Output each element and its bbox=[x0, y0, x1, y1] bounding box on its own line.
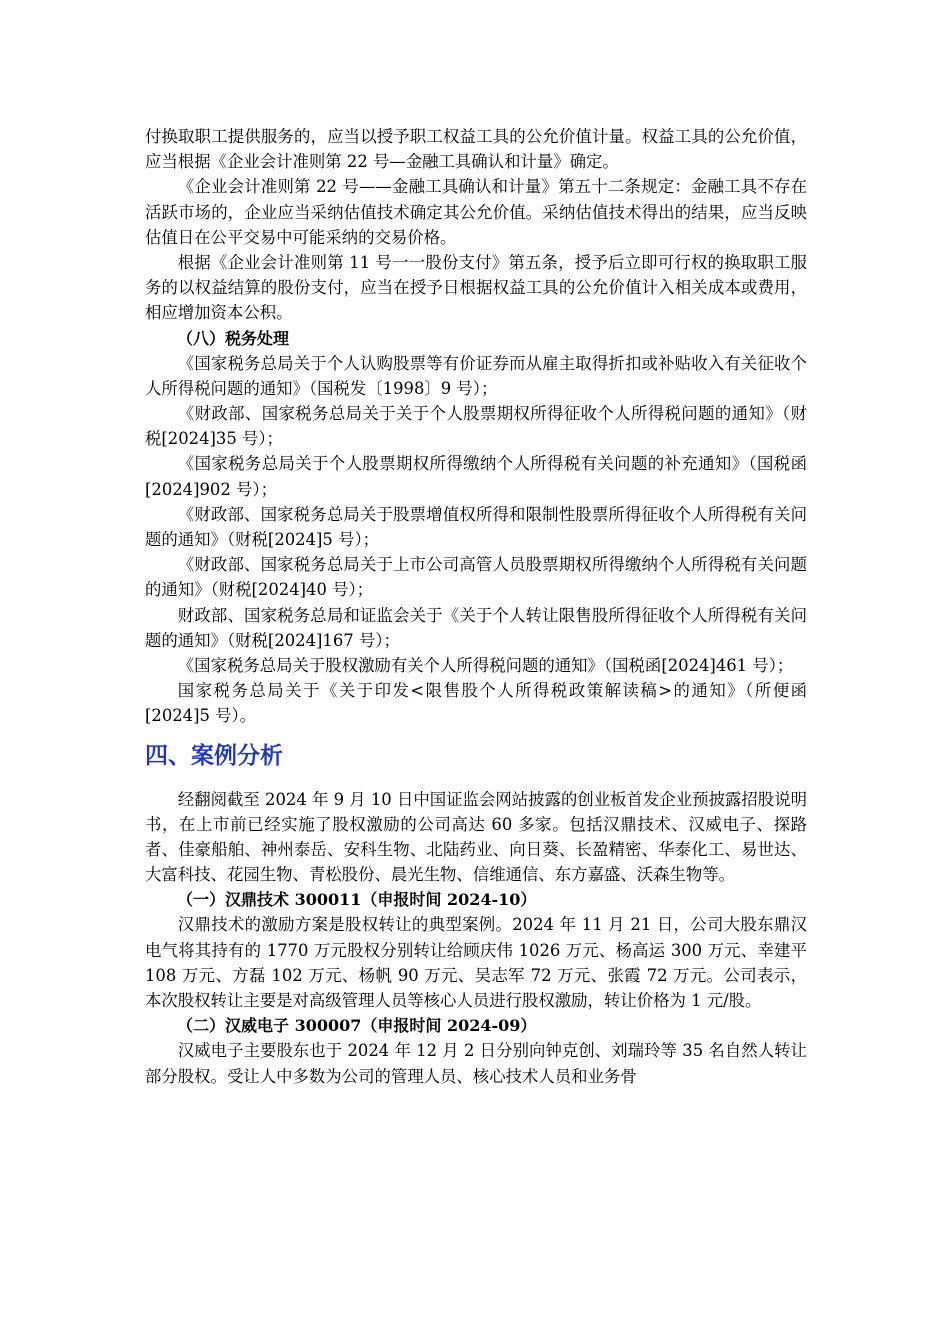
subsection-heading: （八）税务处理 bbox=[177, 328, 290, 348]
section-heading: 四、案例分析 bbox=[145, 742, 283, 769]
paragraph: 付换取职工提供服务的，应当以授予职工权益工具的公允价值计量。权益工具的公允价值，应当根据《企业会计准则第 22 号—金融工具确认和计量》确定。 bbox=[145, 127, 807, 172]
paragraph: 《财政部、国家税务总局关于股票增值权所得和限制性股票所得征收个人所得税有关问题的通知》（财税[2024]5 号）； bbox=[145, 504, 807, 550]
paragraph: 根据《企业会计准则第 11 号一一股份支付》第五条，授予后立即可行权的换取职工服务的以权益结算的股份支付，应当在授予日根据权益工具的公允价值计入相关成本或费用，相应增加资本公积。 bbox=[145, 253, 807, 323]
paragraph: 国家税务总局关于《关于印发<限售股个人所得税政策解读稿>的通知》（所便函[2024]5 号）。 bbox=[145, 681, 807, 726]
subsection-heading: （一）汉鼎技术 300011（申报时间 2024-10） bbox=[177, 890, 537, 910]
paragraph: 《国家税务总局关于个人股票期权所得缴纳个人所得税有关问题的补充通知》（国税函[2024]902 号）； bbox=[145, 454, 807, 499]
paragraph: 《财政部、国家税务总局关于关于个人股票期权所得征收个人所得税问题的通知》（财税[2024]35 号）； bbox=[145, 404, 807, 449]
paragraph: 《企业会计准则第 22 号——金融工具确认和计量》第五十二条规定：金融工具不存在活跃市场的，企业应当采纳估值技术确定其公允价值。采纳估值技术得出的结果，应当反映估值日在公平交易中可能采纳的交易价格。 bbox=[145, 177, 807, 247]
paragraph: 汉威电子主要股东也于 2024 年 12 月 2 日分别向钟克创、刘瑞玲等 35 名自然人转让部分股权。受让人中多数为公司的管理人员、核心技术人员和业务骨 bbox=[145, 1041, 807, 1086]
paragraph: 财政部、国家税务总局和证监会关于《关于个人转让限售股所得征收个人所得税有关问题的通知》（财税[2024]167 号）； bbox=[145, 605, 807, 650]
subsection-heading: （二）汉威电子 300007（申报时间 2024-09） bbox=[177, 1016, 537, 1036]
paragraph: 《国家税务总局关于个人认购股票等有价证券而从雇主取得折扣或补贴收入有关征收个人所得税问题的通知》（国税发〔1998〕9 号）； bbox=[145, 353, 807, 398]
document-page bbox=[145, 124, 807, 1089]
paragraph: 《国家税务总局关于股权激励有关个人所得税问题的通知》（国税函[2024]461 号）； bbox=[177, 656, 794, 676]
paragraph: 《财政部、国家税务总局关于上市公司高管人员股票期权所得缴纳个人所得税有关问题的通知》（财税[2024]40 号）； bbox=[145, 555, 807, 600]
paragraph: 经翻阅截至 2024 年 9 月 10 日中国证监会网站披露的创业板首发企业预披露招股说明书，在上市前已经实施了股权激励的公司高达 60 多家。包括汉鼎技术、汉威电子、探路者、佳豪船舶、神州泰岳、安科生物、北陆药业、向日葵、长盈精密、华泰化工、易世达、大富科技、花园生物、青松股份、晨光生物、信维通信、东方嘉盛、沃森生物等。 bbox=[145, 789, 807, 885]
paragraph: 汉鼎技术的激励方案是股权转让的典型案例。2024 年 11 月 21 日，公司大股东鼎汉电气将其持有的 1770 万元股权分别转让给顾庆伟 1026 万元、杨高运 300 万元、幸建平 108 万元、方磊 102 万元、杨帆 90 万元、吴志军 72 万元、张霞 72 万元。公司表示，本次股权转让主要是对高级管理人员等核心人员进行股权激励，转让价格为 1 元/股。 bbox=[145, 915, 807, 1011]
